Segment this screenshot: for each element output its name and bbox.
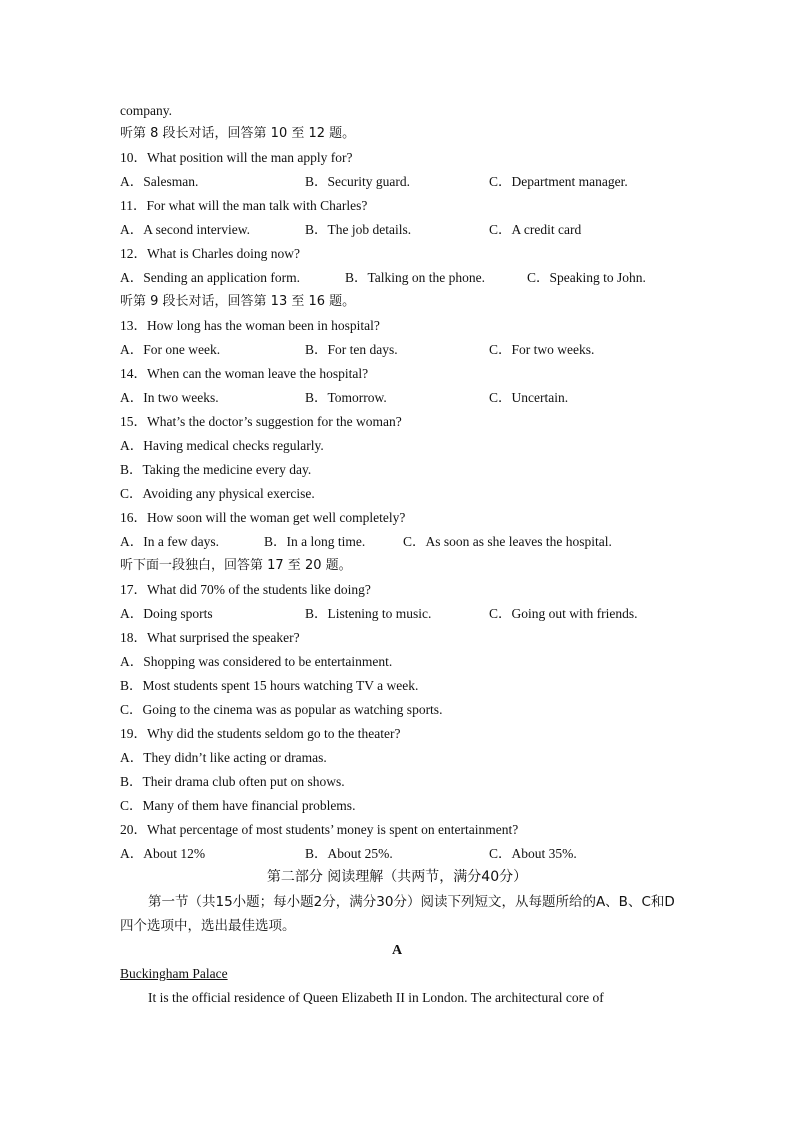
option-b: B．The job details. <box>305 222 412 237</box>
option-b: B．In a long time. <box>264 534 366 549</box>
section-heading-conversation-8: 听第 8 段长对话，回答第 10 至 12 题。 <box>120 126 356 141</box>
option-b: B．Security guard. <box>305 174 410 189</box>
question-18: 18．What surprised the speaker? <box>120 630 300 645</box>
section-1-instructions: 第一节（共15小题；每小题2分，满分30分）阅读下列短文，从每题所给的A、B、C和D四个选项中，选出最佳选项。 <box>120 894 675 934</box>
question-16: 16．How soon will the woman get well completely? <box>120 510 406 525</box>
question-14: 14．When can the woman leave the hospital? <box>120 366 369 381</box>
option-b: B．For ten days. <box>305 342 398 357</box>
option-c: C．Going out with friends. <box>489 606 638 621</box>
question-10: 10．What position will the man apply for? <box>120 150 353 165</box>
option-a: A．About 12% <box>120 846 206 861</box>
option-c: C．Uncertain. <box>489 390 569 405</box>
option-c: C．As soon as she leaves the hospital. <box>403 534 612 549</box>
question-18-option-b: B．Most students spent 15 hours watching TV a week. <box>120 678 419 693</box>
option-c: C．Speaking to John. <box>527 270 646 285</box>
option-c: C．A credit card <box>489 222 582 237</box>
option-b: B．Talking on the phone. <box>345 270 486 285</box>
option-a: A．In a few days. <box>120 534 219 549</box>
part-2-title: 第二部分 阅读理解（共两节，满分40分） <box>266 869 528 885</box>
question-18-option-a: A．Shopping was considered to be entertainment. <box>120 654 393 669</box>
option-b: B．About 25%. <box>305 846 393 861</box>
question-17: 17．What did 70% of the students like doing? <box>120 582 371 597</box>
option-a: A．Sending an application form. <box>120 270 300 285</box>
option-a: A．For one week. <box>120 342 221 357</box>
option-a: A．A second interview. <box>120 222 250 237</box>
question-19-option-c: C．Many of them have financial problems. <box>120 798 356 813</box>
question-19-option-a: A．They didn’t like acting or dramas. <box>120 750 327 765</box>
option-a: A．Doing sports <box>120 606 213 621</box>
question-19-option-b: B．Their drama club often put on shows. <box>120 774 345 789</box>
passage-title: Buckingham Palace <box>120 966 228 981</box>
option-a: A．In two weeks. <box>120 390 219 405</box>
option-a: A．Salesman. <box>120 174 199 189</box>
question-18-option-c: C．Going to the cinema was as popular as watching sports. <box>120 702 443 717</box>
question-20: 20．What percentage of most students’ money is spent on entertainment? <box>120 822 519 837</box>
continued-text: company. <box>120 103 172 118</box>
question-13: 13．How long has the woman been in hospital? <box>120 318 380 333</box>
question-11: 11．For what will the man talk with Charles? <box>120 198 368 213</box>
section-heading-monologue: 听下面一段独白，回答第 17 至 20 题。 <box>120 558 352 573</box>
question-15-option-b: B．Taking the medicine every day. <box>120 462 312 477</box>
question-15-option-c: C．Avoiding any physical exercise. <box>120 486 315 501</box>
question-12: 12．What is Charles doing now? <box>120 246 300 261</box>
option-c: C．For two weeks. <box>489 342 595 357</box>
option-c: C．Department manager. <box>489 174 628 189</box>
question-15: 15．What’s the doctor’s suggestion for the woman? <box>120 414 402 429</box>
passage-label: A <box>391 943 403 958</box>
question-15-option-a: A．Having medical checks regularly. <box>120 438 324 453</box>
option-b: B．Tomorrow. <box>305 390 387 405</box>
question-19: 19．Why did the students seldom go to the theater? <box>120 726 401 741</box>
option-b: B．Listening to music. <box>305 606 432 621</box>
passage-first-line: It is the official residence of Queen Elizabeth II in London. The architectural core of <box>148 990 604 1005</box>
option-c: C．About 35%. <box>489 846 577 861</box>
section-heading-conversation-9: 听第 9 段长对话，回答第 13 至 16 题。 <box>120 294 356 309</box>
